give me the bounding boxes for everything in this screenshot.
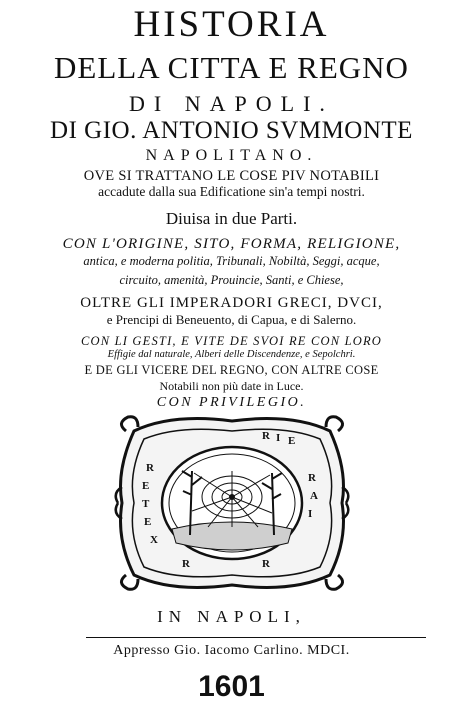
subject-line-1: OVE SI TRATTANO LE COSE PIV NOTABILI	[83, 168, 380, 184]
svg-text:R: R	[308, 472, 316, 484]
privilege-line: CON PRIVILEGIO.	[156, 395, 307, 410]
imprint-rule	[86, 637, 426, 638]
svg-text:R: R	[262, 558, 270, 570]
title-line-napoli: DI NAPOLI.	[129, 91, 334, 116]
subject-line-2: accadute dalla sua Edificatione sin'a tempi nostri.	[98, 184, 365, 199]
svg-text:T: T	[142, 498, 150, 510]
svg-text:X: X	[150, 534, 158, 546]
contents-line-8: E DE GLI VICERE DEL REGNO, CON ALTRE COSE	[84, 363, 379, 377]
publication-year: 1601	[198, 670, 265, 703]
svg-text:R: R	[182, 558, 190, 570]
imprint-line: Appresso Gio. Iacomo Carlino. MDCI.	[113, 643, 350, 658]
contents-line-3: circuito, amenità, Prouincie, Santi, e Chiese,	[119, 273, 344, 287]
title-line-citta-regno: DELLA CITTA E REGNO	[54, 50, 409, 85]
svg-text:A: A	[310, 490, 318, 502]
printers-device-emblem	[112, 411, 352, 595]
contents-line-4: OLTRE GLI IMPERADORI GRECI, DVCI,	[80, 295, 383, 311]
svg-text:E: E	[142, 480, 150, 492]
svg-text:E: E	[144, 516, 152, 528]
author-origin-line: NAPOLITANO.	[145, 147, 318, 164]
contents-line-9: Notabili non più date in Luce.	[159, 379, 304, 393]
author-line: DI GIO. ANTONIO SVMMONTE	[50, 117, 413, 144]
svg-text:I: I	[276, 432, 281, 444]
division-line: Diuisa in due Parti.	[165, 209, 298, 228]
title-line-historia: HISTORIA	[133, 4, 330, 45]
contents-line-5: e Prencipi di Beneuento, di Capua, e di Salerno.	[106, 312, 357, 327]
svg-text:R: R	[146, 462, 154, 474]
svg-text:R: R	[262, 430, 270, 442]
contents-line-1: CON L'ORIGINE, SITO, FORMA, RELIGIONE,	[62, 236, 401, 252]
contents-line-7: Effigie dal naturale, Alberi delle Discendenze, e Sepolchri.	[107, 349, 356, 360]
svg-text:I: I	[308, 508, 313, 520]
contents-line-2: antica, e moderna politia, Tribunali, Nobiltà, Seggi, acque,	[83, 254, 380, 268]
contents-line-6: CON LI GESTI, E VITE DE SVOI RE CON LORO	[80, 334, 383, 348]
svg-text:E: E	[288, 435, 296, 447]
place-of-publication: IN NAPOLI,	[157, 607, 306, 626]
